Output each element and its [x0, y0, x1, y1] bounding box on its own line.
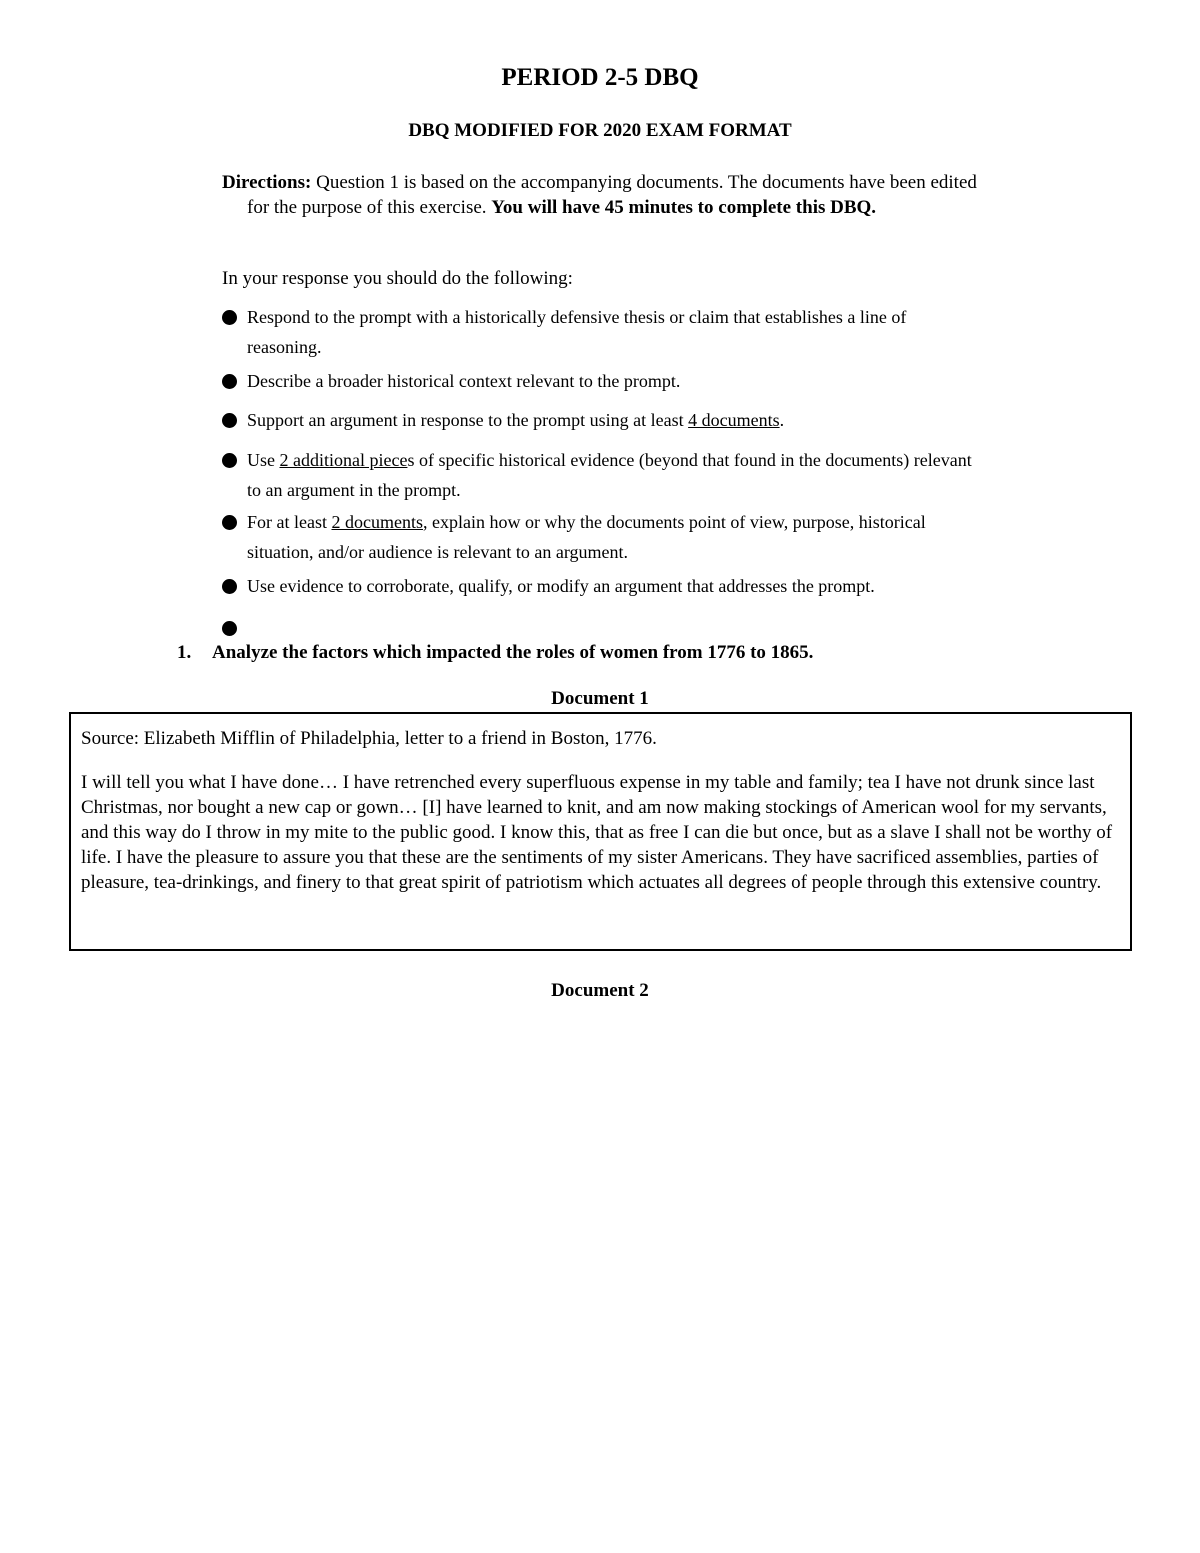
question-number: 1. [177, 642, 192, 663]
list-item [222, 366, 982, 396]
bullet-dot-icon [222, 621, 237, 636]
bullet-text: Use evidence to corroborate, qualify, or modify an argument that addresses the prompt. [247, 576, 875, 596]
bullet-text-before: Support an argument in response to the prompt using at least [247, 410, 689, 430]
bullet-text [247, 618, 252, 638]
bullet-text-underline: 2 additional piece [279, 450, 408, 470]
question-text: Analyze the factors which impacted the roles of women from 1776 to 1865. [212, 642, 814, 663]
bullet-dot-icon [222, 374, 237, 389]
bullet-text-before: Use [247, 450, 280, 470]
directions-label: Directions: [222, 172, 312, 193]
bullet-text-before: For at least [247, 512, 332, 532]
bullet-dot-icon [222, 453, 237, 468]
bullet-dot-icon [222, 413, 237, 428]
list-item [222, 445, 982, 505]
list-item [222, 571, 982, 601]
directions-text: Question 1 is based on the accompanying documents. The documents have been edited for the purpose of this exercise. [247, 172, 977, 218]
document-1-body: I will tell you what I have done… I have retrenched every superfluous expense in my table and family; tea I have not drunk since last Christmas, nor bought a new cap or gown… [I] have learned to knit, and am now making stockings of American wool for my servants, and this way do I throw in my mite to the public good. I know this, that as free I can die but once, but as a slave I shall not be worthy of life. I have the pleasure to assure you that these are the sentiments of my sister Americans. They have sacrificed assemblies, parties of pleasure, tea-drinkings, and finery to that great spirit of patriotism which actuates all degrees of people through this extensive country. [81, 772, 1113, 893]
bullet-dot-icon [222, 579, 237, 594]
list-item [222, 302, 982, 362]
bullet-text-after: . [779, 410, 785, 430]
document-1-box [69, 712, 1132, 951]
instructions-list [222, 302, 982, 643]
page-subtitle: DBQ MODIFIED FOR 2020 EXAM FORMAT [408, 120, 792, 141]
bullet-dot-icon [222, 310, 237, 325]
bullet-text-underline: 2 documents [331, 512, 423, 532]
bullet-text: Respond to the prompt with a historically defensive thesis or claim that establishes a line of reasoning. [247, 307, 907, 357]
bullet-text: Describe a broader historical context relevant to the prompt. [247, 371, 681, 391]
document-1-source: Source: Elizabeth Mifflin of Philadelphia, letter to a friend in Boston, 1776. [81, 728, 657, 749]
list-item [222, 613, 982, 643]
bullet-text-underline: 4 documents [688, 410, 780, 430]
document-2-heading: Document 2 [551, 980, 649, 1001]
directions-time-limit: You will have 45 minutes to complete this DBQ. [491, 197, 877, 218]
list-item [222, 507, 982, 567]
document-1-heading: Document 1 [551, 688, 649, 709]
instructions-intro: In your response you should do the following: [222, 268, 573, 289]
list-item [222, 405, 982, 435]
page-title: PERIOD 2-5 DBQ [501, 64, 699, 91]
bullet-dot-icon [222, 515, 237, 530]
question [177, 642, 813, 664]
bullet-text-after: s of specific historical evidence (beyond that found in the documents) relevant to an argument in the prompt. [247, 450, 972, 500]
bullet-text-after: , explain how or why the documents point of view, purpose, historical situation, and/or audience is relevant to an argument. [247, 512, 926, 562]
directions-paragraph [222, 170, 987, 220]
